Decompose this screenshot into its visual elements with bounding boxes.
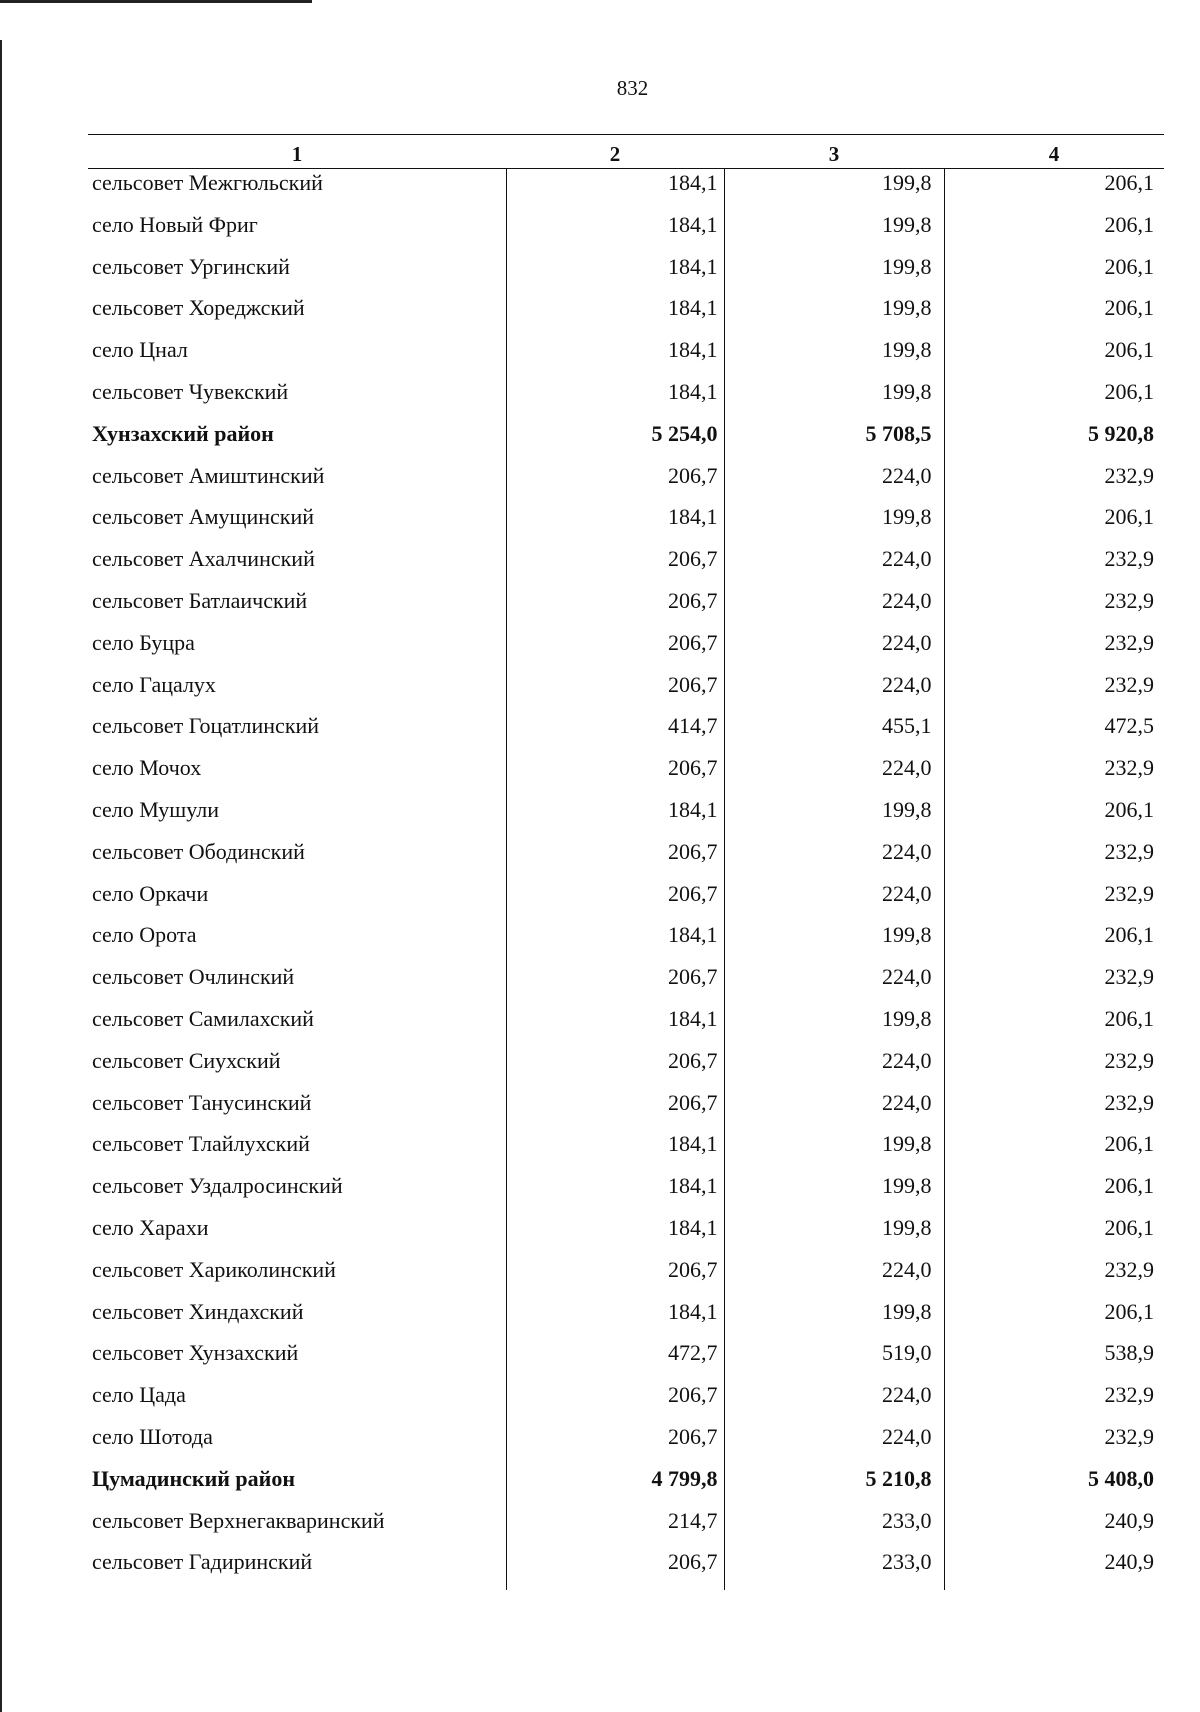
settlement-name-cell: село Шотода: [92, 1423, 213, 1449]
column-header-2: 2: [506, 135, 724, 169]
value-column-3-cell: 224,0: [724, 1047, 944, 1089]
table-row: [88, 838, 1164, 880]
scan-left-border: [0, 40, 2, 1712]
value-column-3-cell: 199,8: [724, 503, 944, 545]
value-column-3-cell: 5 210,8: [724, 1465, 944, 1507]
value-column-2-cell: 5 254,0: [506, 420, 724, 462]
value-column-3-cell: 224,0: [724, 1381, 944, 1423]
value-column-4-cell: 232,9: [1104, 1382, 1154, 1408]
value-column-2-cell: 184,1: [506, 169, 724, 211]
settlement-name-cell: село Цнал: [92, 337, 188, 363]
value-column-4-cell: 240,9: [1104, 1549, 1154, 1575]
value-column-4-cell: 206,1: [1104, 211, 1154, 237]
settlement-name-cell: сельсовет Верхнегакваринский: [92, 1507, 385, 1533]
value-column-2-cell: 206,7: [506, 838, 724, 880]
value-column-3-cell: 224,0: [724, 838, 944, 880]
settlement-name-cell: сельсовет Хореджский: [92, 295, 305, 321]
settlement-name-cell: сельсовет Тлайлухский: [92, 1131, 310, 1157]
district-total-row: [88, 420, 1164, 462]
value-column-4-cell: 232,9: [1104, 546, 1154, 572]
settlement-name-cell: село Буцра: [92, 629, 195, 655]
table-row: [88, 378, 1164, 420]
settlement-name-cell: село Мочох: [92, 755, 202, 781]
table-row: [88, 169, 1164, 211]
value-column-4-cell: 232,9: [1104, 462, 1154, 488]
header-row: [88, 135, 1164, 169]
value-column-4-cell: 232,9: [1104, 1047, 1154, 1073]
value-column-4-cell: 206,1: [1104, 1298, 1154, 1324]
value-column-4-cell: 232,9: [1104, 629, 1154, 655]
table-row: [88, 754, 1164, 796]
value-column-2-cell: 184,1: [506, 1298, 724, 1340]
value-column-2-cell: 206,7: [506, 671, 724, 713]
value-column-4-cell: 232,9: [1104, 838, 1154, 864]
settlement-name-cell: сельсовет Гоцатлинский: [92, 713, 320, 739]
page-number: 832: [616, 76, 649, 100]
value-column-2-cell: 206,7: [506, 1548, 724, 1590]
data-table-container: [88, 134, 1164, 1590]
table-row: [88, 1130, 1164, 1172]
settlement-name-cell: сельсовет Амущинский: [92, 504, 315, 530]
settlement-name-cell: село Гацалух: [92, 671, 216, 697]
settlement-name-cell: Хунзахский район: [92, 420, 274, 446]
table-row: [88, 211, 1164, 253]
value-column-2-cell: 206,7: [506, 963, 724, 1005]
value-column-2-cell: 4 799,8: [506, 1465, 724, 1507]
value-column-2-cell: 184,1: [506, 796, 724, 838]
table-row: [88, 1005, 1164, 1047]
value-column-2-cell: 184,1: [506, 1214, 724, 1256]
table-row: [88, 253, 1164, 295]
value-column-3-cell: 224,0: [724, 462, 944, 504]
table-body: [88, 169, 1164, 1591]
settlement-name-cell: сельсовет Очлинский: [92, 964, 295, 990]
settlement-name-cell: сельсовет Хариколинский: [92, 1256, 336, 1282]
value-column-4-cell: 5 408,0: [1088, 1465, 1154, 1491]
settlement-name-cell: село Цада: [92, 1382, 186, 1408]
value-column-2-cell: 184,1: [506, 336, 724, 378]
value-column-3-cell: 224,0: [724, 587, 944, 629]
value-column-4-cell: 232,9: [1104, 671, 1154, 697]
value-column-4-cell: 232,9: [1104, 880, 1154, 906]
value-column-3-cell: 199,8: [724, 1298, 944, 1340]
value-column-4-cell: 206,1: [1104, 337, 1154, 363]
column-header-1: 1: [88, 135, 506, 169]
data-table: [88, 134, 1164, 1590]
value-column-4-cell: 206,1: [1104, 1005, 1154, 1031]
value-column-2-cell: 206,7: [506, 1381, 724, 1423]
value-column-4-cell: 232,9: [1104, 1089, 1154, 1115]
value-column-4-cell: 206,1: [1104, 1214, 1154, 1240]
table-row: [88, 880, 1164, 922]
value-column-3-cell: 199,8: [724, 1005, 944, 1047]
value-column-4-cell: 240,9: [1104, 1507, 1154, 1533]
settlement-name-cell: сельсовет Самилахский: [92, 1005, 314, 1031]
scan-top-border: [0, 0, 312, 3]
value-column-3-cell: 199,8: [724, 169, 944, 211]
table-row: [88, 1507, 1164, 1549]
table-row: [88, 921, 1164, 963]
value-column-3-cell: 224,0: [724, 963, 944, 1005]
value-column-4-cell: 232,9: [1104, 755, 1154, 781]
column-header-4: 4: [944, 135, 1164, 169]
value-column-2-cell: 472,7: [506, 1339, 724, 1381]
table-row: [88, 1047, 1164, 1089]
table-row: [88, 1381, 1164, 1423]
value-column-2-cell: 206,7: [506, 1089, 724, 1131]
table-row: [88, 336, 1164, 378]
value-column-2-cell: 206,7: [506, 629, 724, 671]
table-row: [88, 796, 1164, 838]
value-column-3-cell: 199,8: [724, 211, 944, 253]
value-column-4-cell: 232,9: [1104, 587, 1154, 613]
value-column-2-cell: 184,1: [506, 1005, 724, 1047]
settlement-name-cell: сельсовет Гадиринский: [92, 1549, 313, 1575]
value-column-4-cell: 206,1: [1104, 378, 1154, 404]
value-column-3-cell: 224,0: [724, 1089, 944, 1131]
value-column-3-cell: 224,0: [724, 880, 944, 922]
value-column-4-cell: 5 920,8: [1088, 420, 1154, 446]
table-row: [88, 671, 1164, 713]
value-column-4-cell: 206,1: [1104, 1131, 1154, 1157]
value-column-4-cell: 232,9: [1104, 964, 1154, 990]
value-column-3-cell: 224,0: [724, 545, 944, 587]
value-column-2-cell: 214,7: [506, 1507, 724, 1549]
value-column-2-cell: 206,7: [506, 1047, 724, 1089]
value-column-4-cell: 206,1: [1104, 1173, 1154, 1199]
settlement-name-cell: сельсовет Хиндахский: [92, 1298, 304, 1324]
value-column-3-cell: 199,8: [724, 294, 944, 336]
value-column-4-cell: 206,1: [1104, 253, 1154, 279]
value-column-2-cell: 184,1: [506, 503, 724, 545]
district-total-row: [88, 1465, 1164, 1507]
table-row: [88, 462, 1164, 504]
value-column-4-cell: 206,1: [1104, 922, 1154, 948]
settlement-name-cell: сельсовет Чувекский: [92, 378, 289, 404]
table-row: [88, 1298, 1164, 1340]
settlement-name-cell: село Орота: [92, 922, 197, 948]
value-column-2-cell: 184,1: [506, 378, 724, 420]
value-column-2-cell: 184,1: [506, 1130, 724, 1172]
value-column-4-cell: 232,9: [1104, 1423, 1154, 1449]
settlement-name-cell: сельсовет Межгюльский: [92, 170, 323, 195]
table-row: [88, 1089, 1164, 1131]
value-column-2-cell: 414,7: [506, 712, 724, 754]
table-header: [88, 135, 1164, 169]
settlement-name-cell: сельсовет Амиштинский: [92, 462, 325, 488]
value-column-2-cell: 206,7: [506, 1256, 724, 1298]
value-column-2-cell: 206,7: [506, 587, 724, 629]
value-column-3-cell: 224,0: [724, 1423, 944, 1465]
value-column-3-cell: 224,0: [724, 629, 944, 671]
value-column-3-cell: 5 708,5: [724, 420, 944, 462]
table-row: [88, 629, 1164, 671]
value-column-4-cell: 206,1: [1104, 295, 1154, 321]
settlement-name-cell: сельсовет Ахалчинский: [92, 546, 315, 572]
value-column-4-cell: 232,9: [1104, 1256, 1154, 1282]
value-column-4-cell: 538,9: [1104, 1340, 1154, 1366]
settlement-name-cell: село Харахи: [92, 1214, 209, 1240]
table-row: [88, 503, 1164, 545]
value-column-3-cell: 199,8: [724, 253, 944, 295]
table-row: [88, 294, 1164, 336]
value-column-2-cell: 184,1: [506, 921, 724, 963]
value-column-2-cell: 206,7: [506, 754, 724, 796]
value-column-2-cell: 206,7: [506, 545, 724, 587]
settlement-name-cell: село Оркачи: [92, 880, 209, 906]
value-column-2-cell: 184,1: [506, 294, 724, 336]
value-column-3-cell: 455,1: [724, 712, 944, 754]
value-column-3-cell: 224,0: [724, 754, 944, 796]
settlement-name-cell: сельсовет Сиухский: [92, 1047, 281, 1073]
table-row: [88, 1339, 1164, 1381]
value-column-3-cell: 199,8: [724, 378, 944, 420]
settlement-name-cell: сельсовет Батлаичский: [92, 587, 308, 613]
value-column-3-cell: 199,8: [724, 1172, 944, 1214]
value-column-2-cell: 206,7: [506, 1423, 724, 1465]
settlement-name-cell: Цумадинский район: [92, 1465, 296, 1491]
table-row: [88, 1423, 1164, 1465]
value-column-2-cell: 184,1: [506, 1172, 724, 1214]
settlement-name-cell: сельсовет Ургинский: [92, 253, 290, 279]
value-column-3-cell: 199,8: [724, 1130, 944, 1172]
value-column-3-cell: 224,0: [724, 671, 944, 713]
table-row: [88, 545, 1164, 587]
value-column-3-cell: 224,0: [724, 1256, 944, 1298]
value-column-3-cell: 519,0: [724, 1339, 944, 1381]
settlement-name-cell: сельсовет Танусинский: [92, 1089, 312, 1115]
value-column-4-cell: 206,1: [1104, 796, 1154, 822]
table-row: [88, 712, 1164, 754]
table-row: [88, 1548, 1164, 1590]
table-row: [88, 1214, 1164, 1256]
value-column-2-cell: 206,7: [506, 462, 724, 504]
value-column-3-cell: 199,8: [724, 1214, 944, 1256]
value-column-2-cell: 184,1: [506, 211, 724, 253]
value-column-3-cell: 233,0: [724, 1507, 944, 1549]
settlement-name-cell: сельсовет Хунзахский: [92, 1340, 299, 1366]
value-column-2-cell: 184,1: [506, 253, 724, 295]
table-row: [88, 587, 1164, 629]
value-column-3-cell: 199,8: [724, 336, 944, 378]
settlement-name-cell: село Новый Фриг: [92, 211, 258, 237]
value-column-4-cell: 472,5: [1104, 713, 1154, 739]
value-column-3-cell: 199,8: [724, 796, 944, 838]
table-row: [88, 963, 1164, 1005]
value-column-2-cell: 206,7: [506, 880, 724, 922]
settlement-name-cell: сельсовет Ободинский: [92, 838, 305, 864]
value-column-3-cell: 233,0: [724, 1548, 944, 1590]
settlement-name-cell: село Мушули: [92, 796, 220, 822]
value-column-4-cell: 206,1: [1104, 504, 1154, 530]
value-column-4-cell: 206,1: [1104, 170, 1154, 195]
table-row: [88, 1256, 1164, 1298]
settlement-name-cell: сельсовет Уздалросинский: [92, 1173, 343, 1199]
column-header-3: 3: [724, 135, 944, 169]
value-column-3-cell: 199,8: [724, 921, 944, 963]
table-row: [88, 1172, 1164, 1214]
